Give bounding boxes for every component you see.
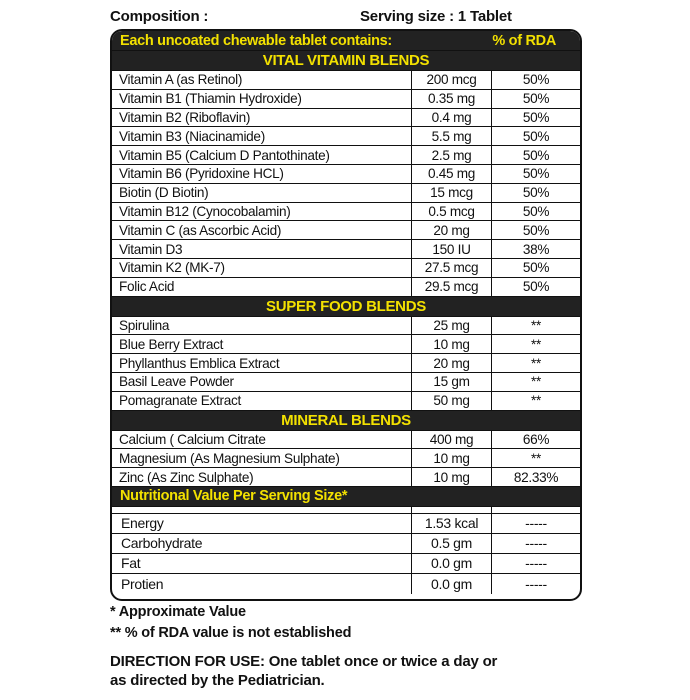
ingredient-rda: 50% [522, 128, 550, 144]
ingredient-amount: 10 mg [412, 468, 492, 486]
ingredient-amount: 0.0 gm [412, 554, 492, 573]
table-row [112, 259, 580, 278]
ingredient-amount: 29.5 mcg [412, 278, 492, 296]
approx-footnote: * Approximate Value [110, 604, 246, 620]
table-row [112, 514, 580, 534]
ingredient-rda: ** [531, 450, 541, 466]
ingredient-rda: 66% [522, 431, 550, 447]
section-heading: SUPER FOOD BLENDS [112, 297, 580, 317]
table-row [112, 146, 580, 165]
ingredient-rda: ----- [525, 515, 547, 532]
ingredient-name: Basil Leave Powder [112, 373, 412, 391]
ingredient-amount: 15 mcg [412, 184, 492, 202]
ingredient-amount: 20 mg [412, 354, 492, 372]
ingredient-name: Vitamin D3 [112, 240, 412, 258]
ingredient-name: Phyllanthus Emblica Extract [112, 354, 412, 372]
ingredient-name: Vitamin B2 (Riboflavin) [112, 109, 412, 127]
ingredient-amount: 27.5 mcg [412, 259, 492, 277]
ingredient-amount: 1.53 kcal [412, 514, 492, 533]
table-row [112, 354, 580, 373]
ingredient-name: Vitamin B12 (Cynocobalamin) [112, 203, 412, 221]
ingredient-rda: 50% [522, 166, 550, 182]
ingredient-name: Vitamin A (as Retinol) [112, 71, 412, 89]
ingredient-name: Fat [112, 554, 412, 573]
table-row [112, 278, 580, 297]
table-row [112, 240, 580, 259]
sections [112, 51, 580, 487]
table-row [112, 165, 580, 184]
nutrition-rows [112, 514, 580, 594]
ingredient-rda: ** [531, 374, 541, 390]
ingredient-rda: 50% [522, 72, 550, 88]
table-header-left: Each uncoated chewable tablet contains: [120, 32, 392, 49]
table-row [112, 127, 580, 146]
ingredient-amount: 20 mg [412, 221, 492, 239]
table-row [112, 554, 580, 574]
ingredient-amount: 15 gm [412, 373, 492, 391]
ingredient-name: Calcium ( Calcium Citrate [112, 431, 412, 449]
section-heading: VITAL VITAMIN BLENDS [112, 51, 580, 71]
table-row [112, 534, 580, 554]
ingredient-name: Zinc (As Zinc Sulphate) [112, 468, 412, 486]
ingredient-name: Vitamin B3 (Niacinamide) [112, 127, 412, 145]
ingredient-amount: 0.35 mg [412, 90, 492, 108]
table-row [112, 203, 580, 222]
ingredient-name: Protien [112, 574, 412, 594]
spacer-row [112, 507, 580, 514]
ingredient-name: Carbohydrate [112, 534, 412, 553]
ingredient-name: Vitamin B1 (Thiamin Hydroxide) [112, 90, 412, 108]
table-row [112, 468, 580, 487]
ingredient-name: Magnesium (As Magnesium Sulphate) [112, 449, 412, 467]
table-header [112, 31, 580, 51]
ingredient-name: Vitamin K2 (MK-7) [112, 259, 412, 277]
ingredient-amount: 10 mg [412, 335, 492, 353]
ingredient-rda: ----- [525, 555, 547, 572]
table-header-right: % of RDA [492, 32, 556, 49]
table-row [112, 71, 580, 90]
ingredient-name: Blue Berry Extract [112, 335, 412, 353]
ingredient-amount: 0.5 gm [412, 534, 492, 553]
table-row [112, 335, 580, 354]
table-row [112, 373, 580, 392]
ingredient-name: Spirulina [112, 317, 412, 335]
table-row [112, 317, 580, 336]
table-row [112, 449, 580, 468]
table-row [112, 392, 580, 411]
direction-for-use: DIRECTION FOR USE: One tablet once or twice a day or as directed by the Pediatrician. [110, 653, 498, 689]
ingredient-amount: 25 mg [412, 317, 492, 335]
section-heading: MINERAL BLENDS [112, 411, 580, 431]
ingredient-rda: 38% [522, 241, 550, 257]
ingredient-amount: 400 mg [412, 431, 492, 449]
ingredient-rda: ** [531, 317, 541, 333]
ingredient-rda: ----- [525, 575, 547, 592]
ingredient-amount: 150 IU [412, 240, 492, 258]
ingredient-amount: 50 mg [412, 392, 492, 410]
table-row [112, 221, 580, 240]
table-row [112, 574, 580, 594]
ingredient-rda: 50% [522, 222, 550, 238]
ingredient-name: Vitamin B6 (Pyridoxine HCL) [112, 165, 412, 183]
table-row [112, 90, 580, 109]
ingredient-amount: 2.5 mg [412, 146, 492, 164]
ingredient-rda: 50% [522, 91, 550, 107]
ingredient-amount: 0.0 gm [412, 574, 492, 594]
ingredient-name: Vitamin B5 (Calcium D Pantothinate) [112, 146, 412, 164]
table-row [112, 184, 580, 203]
ingredient-amount: 0.4 mg [412, 109, 492, 127]
ingredient-rda: 50% [522, 279, 550, 295]
nutrition-heading: Nutritional Value Per Serving Size* [112, 487, 580, 507]
rda-footnote: ** % of RDA value is not established [110, 625, 352, 641]
ingredient-rda: ** [531, 393, 541, 409]
serving-size: Serving size : 1 Tablet [360, 8, 512, 25]
ingredient-amount: 5.5 mg [412, 127, 492, 145]
ingredient-amount: 0.5 mcg [412, 203, 492, 221]
ingredient-rda: 50% [522, 260, 550, 276]
composition-table [110, 29, 582, 601]
composition-heading: Composition : [110, 8, 209, 25]
ingredient-rda: ** [531, 336, 541, 352]
table-row [112, 431, 580, 450]
ingredient-amount: 10 mg [412, 449, 492, 467]
ingredient-rda: 82.33% [513, 469, 559, 485]
ingredient-name: Pomagranate Extract [112, 392, 412, 410]
ingredient-rda: 50% [522, 203, 550, 219]
table-row [112, 109, 580, 128]
ingredient-amount: 0.45 mg [412, 165, 492, 183]
ingredient-rda: ** [531, 355, 541, 371]
ingredient-rda: 50% [522, 109, 550, 125]
ingredient-name: Vitamin C (as Ascorbic Acid) [112, 221, 412, 239]
ingredient-name: Energy [112, 514, 412, 533]
ingredient-name: Folic Acid [112, 278, 412, 296]
ingredient-rda: 50% [522, 147, 550, 163]
ingredient-amount: 200 mcg [412, 71, 492, 89]
ingredient-rda: ----- [525, 535, 547, 552]
ingredient-name: Biotin (D Biotin) [112, 184, 412, 202]
ingredient-rda: 50% [522, 185, 550, 201]
